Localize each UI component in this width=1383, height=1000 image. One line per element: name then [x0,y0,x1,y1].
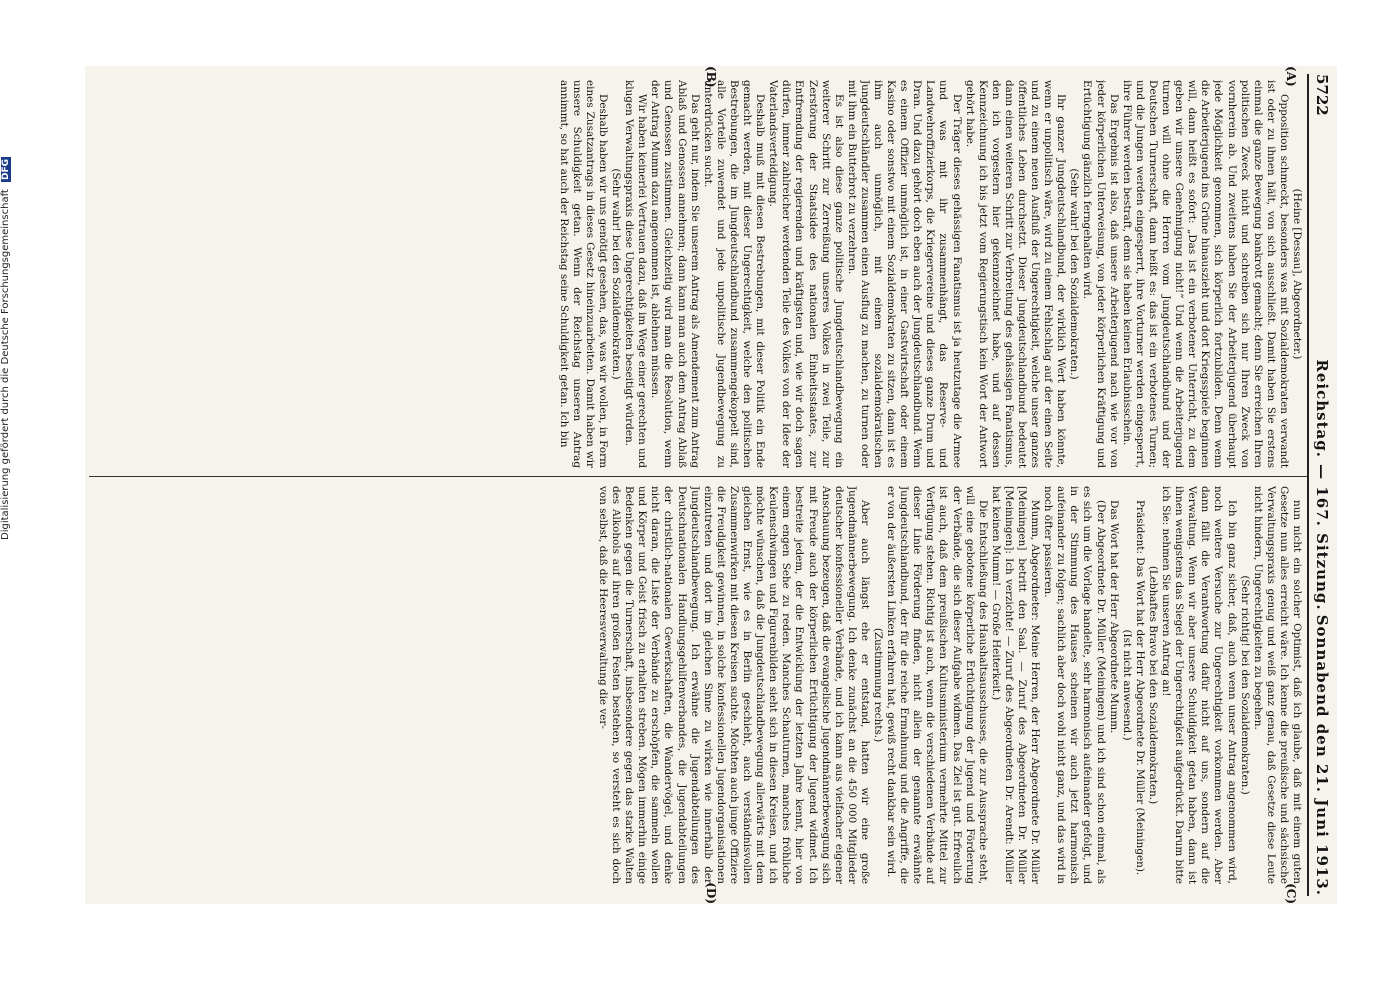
margin-marker-d: (D) [704,882,718,904]
paragraph: Wir haben keinerlei Vertrauen dazu, daß im Wege einer gerechten und klugen Verwaltungspraxis diese Ungerechtigkeiten beseitigt würden. [623,80,649,468]
paragraph: (Der Abgeordnete Dr. Müller (Meiningen) und ich sind schon einmal, als es sich um die Vorlage handelte, sehr harmonisch aufeinander gefolgt, und in der Stimmung des Hauses scheinen wir auch jetzt harmonisch aufeinander zu folgen; sachlich aber doch wohl nicht ganz, und das wird in noch öfter passieren. [1042,486,1107,884]
speaker-line: Mumm, Abgeordneter: Meine Herren, der Herr Abgeordnete Dr. Müller [Meiningen] betritt den Saal. — Zuruf des Abgeordneten Dr. Müller [Meiningen]: Ich verzichte! — Zuruf des Abgeordneten Dr. Arendt: Müller hat keinen Mumm! — Große Heiterkeit.) [989,486,1042,884]
paragraph: Deshalb muß mit diesen Bestrebungen, mit dieser Politik ein Ende gemacht werden, mit dieser Ungerechtigkeit, welche den politischen Bestrebungen, die im Jungdeutschlandbund zusammengekoppelt sind, alle Vorteile zuwendet und jede unpolitische Jugendbewegung zu unterdrücken sucht. [701,80,767,468]
page-header [1307,74,1333,896]
president-line: Präsident: Das Wort hat der Herr Abgeordnete Dr. Müller (Meiningen). [1133,500,1146,876]
page-number: 5722 [1313,74,1331,116]
digitization-text: Digitalisierung gefördert durch die Deutsche Forschungsgemeinschaft [0,189,11,540]
paragraph: Ich bin ganz sicher, daß, auch wenn unser Antrag angenommen wird, noch weitere Versuche zur Ungerechtigkeit vorkommen werden. Aber dann fällt die Verantwortung dafür nicht auf uns, sondern auf die Verwaltung. Wenn wir aber unsere Schuldigkeit getan haben, dann ist ihnen wenigstens das Siegel der Ungerechtigkeit aufgedrückt. Darum bitte ich Sie: nehmen Sie unseren Antrag an! [1160,486,1238,884]
session-title: Reichstag. — 167. Sitzung. [1313,359,1331,611]
speaker-line: (Heine [Dessau], Abgeordneter.) [1291,188,1303,360]
paragraph: Der Träger dieses gehässigen Fanatismus ist ja heutzutage die Armee und was mit ihr zusammenhängt, das Reserve- und Landwehroffizierkorps, die Kriegervereine und dieses ganze Drum und Dran. Und dazu gehört doch eben auch der Jungdeutschlandbund. Wenn es einem Offizier unmöglich ist, in einer Gastwirtschaft oder einem Kasino oder sonstwo mit einem Sozialdemokraten zu sitzen, dann ist es ihm auch unmöglich, mit einem sozialdemokratischen Jungdeutschländler zusammen einen Ausflug zu machen, zu turnen oder mit ihm ein Butterbrot zu verzehren. [845,80,963,468]
right-column [91,486,1303,884]
column-divider [89,476,1307,477]
interjection: (Lebhaftes Bravo bei den Sozialdemokraten.) [1146,565,1159,805]
margin-marker-b: (B) [704,66,718,88]
paragraph: Aber auch längst ehe er entstand, hatten wir eine große Jugendmännerbewegung. Ich denke zunächst an die 450 000 Mitglieder deutscher konfessioneller Verbände, und ich kann aus vielfacher eigener Anschauung bezeugen, daß die evangelische Jugendmännerbewegung sich mit Freude auch der körperlichen Ertüchtigung der Jugend widmet. Ich bestreite jedem, der die Entwicklung der letzten Jahre kennt, hier von einem engen Sehe zu reden. Manches Schauturnen, manches fröhliche Keulenschwingen und Figurenbilden sieht sich in diesen Kreisen, und ich möchte wünschen, daß die Jungdeutschlandbewegung allerwärts mit dem gleichen Ernst, wie es in Berlin geschieht, auch verständnisvollen Zusammenwirken mit diesen Kreisen suchte. Möchten auch junge Offiziere die Freudigkeit gewinnen, in solche konfessionellen Jugendorganisationen einzutreten und dort im gleichen Sinne zu wirken wie innerhalb der Jungdeutschlandbewegung. Ich erwähne die Jugendabteilungen des Deutschnationalen Handlungsgehilfenverbandes, die Jugendabteilungen der christlich-nationalen Gewerkschaften, die Wandervögel, und denke nicht daran, die Liste der Verbände zu erschöpfen, die sammeln wollen und Körper und Geist frisch zu erhalten streben. Mögen immerhin einige Bedenken gegen die Turnerschaft, insbesondere gegen das starke Walten des Alkohols auf ihren großen Festen bestehen, so versteht es sich doch von selbst, daß die Heeresverwaltung die ver- [597,486,871,884]
paragraph: Das Ergebnis ist also, daß unsere Arbeiterjugend nach wie vor von jeder körperlichen Unterweisung, von jeder körperlichen Kräftigung und Ertüchtigung gänzlich ferngehalten wird. [1081,80,1120,468]
paragraph: Deshalb haben wir uns genötigt gesehen, das, was wir wollen, in Form eines Zusatzantrags in dieses Gesetz hineinzuarbeiten. Damit haben wir unsere Schuldigkeit getan. Wenn der Reichstag unseren Antrag annimmt, so hat auch der Reichstag seine Schuldigkeit getan. Ich bin [557,80,610,468]
interjection: (Sehr wahr! bei den Sozialdemokraten.) [610,168,623,380]
interjection: (Sehr wahr! bei den Sozialdemokraten.) [1068,168,1081,380]
paragraph: nun nicht ein solcher Optimist, daß ich glaube, daß mit einem guten Gesetze nun alles erreicht wäre. Ich kenne die preußische und sächsische Verwaltungspraxis genug und weiß ganz genau, daß Gesetze diese Leute nicht hindern, Ungerechtigkeiten zu begehen. [1251,486,1303,884]
interjection: (Ist nicht anwesend.) [1120,629,1133,741]
margin-marker-c: (C) [1284,883,1298,904]
dfg-logo: DFG [1,158,11,180]
session-date: Sonnabend den 21. Juni 1913. [1313,614,1331,896]
paragraph: Die Entschließung des Haushaltsausschusses, die zur Aussprache steht, will eine gebotene körperliche Ertüchtigung der Jugend und Förderung der Verbände, die sich dieser Aufgabe widmen. Das Ziel ist gut. Erfreulich ist auch, daß dem preußischen Kultusministerium vermehrte Mittel zur Verfügung stehen. Richtig ist auch, wenn die verschiedenen Verbände auf dieser Linie Förderung finden, nicht allein der genannte erwähnte Jungdeutschlandbund, der für die reiche Ermahnung und die Angriffe, die er von der äußersten Linken erfahren hat, gewiß recht dankbar sein wird. [885,486,989,884]
paragraph: Das geht nur, indem Sie unserem Antrag als Amendement zum Antrag Ablaß und Genossen annehmen; dann kann man auch dem Antrag Ablaß und Genossen zustimmen. Gleichzeitig wird man die Resolution, wenn der Antrag Mumm dazu angenommen ist, ablehnen müssen. [649,80,701,468]
paragraph: Ihr ganzer Jungdeutschlandbund, der wirklich Wert haben könnte, wenn er unpolitisch wäre, wird zu einem Fehlschlag auf der einen Seite und zu einem neuen Ausfluß der Ungerechtigkeit, welche unser ganzes öffentliches Leben durchsetzt. Dieser Jungdeutschlandbund bedeutet dann einen weiteren Schritt zur Verbreitung des gehässigen Fanatismus, den ich vorgestern hier gekennzeichnet habe, und auf dessen Kennzeichnung ich bis jetzt vom Regierungstisch kein Wort der Antwort gehört habe. [963,80,1068,468]
interjection: (Zustimmung rechts.) [872,627,884,743]
interjection: (Sehr richtig! bei den Sozialdemokraten.) [1238,575,1251,795]
left-column [91,80,1303,468]
paragraph: Opposition schmeckt, besonders was mit Sozialdemokraten verwandt ist oder zu ihnen hält, von sich ausschließt. Damit haben Sie erstens einmal die ganze Bewegung bankrott gemacht; denn Sie erreichen Ihren politischen Zweck nicht und schreiben sich nur Ihren Zweck von vornherein ab. Und zweitens haben Sie der Arbeiterjugend überhaupt jede Möglichkeit genommen, sich körperlich fortzubilden. Denn wenn die Arbeiterjugend ins Grüne hinauszieht und dort Kriegsspiele beginnen will, dann heißt es sofort: „Das ist ein verbotener Unterricht, zu dem geben wir unsere Genehmigung nicht!“ Und wenn die Arbeiterjugend turnen will ohne die Herren vom Jungdeutschlandbund und der Deutschen Turnerschaft, dann heißt es: das ist ein verbotenes Turnen; und die Jungen werden eingesperrt, ihre Vorturner werden eingesperrt, ihre Führer werden bestraft, denn sie haben keinen Erlaubnisschein. [1120,80,1290,468]
rotated-document-page [85,66,1337,904]
paragraph: Es ist also diese ganze politische Jungdeutschlandbewegung ein weiterer Schritt zur Zerreißung unseres Volkes in zwei Teile, zur Zerstörung der Staatsidee des nationalen Einheitsstaates, zur Entfremdung der regierenden und kräftigsten und, wie wir doch sagen dürfen, immer zahlreicher werdenden Teile des Volkes von der Idee der Vaterlandsverteidigung. [767,80,845,468]
digitization-note [0,157,11,540]
margin-marker-a: (A) [1284,66,1298,87]
paragraph: Das Wort hat der Herr Abgeordnete Mumm. [1107,500,1120,734]
